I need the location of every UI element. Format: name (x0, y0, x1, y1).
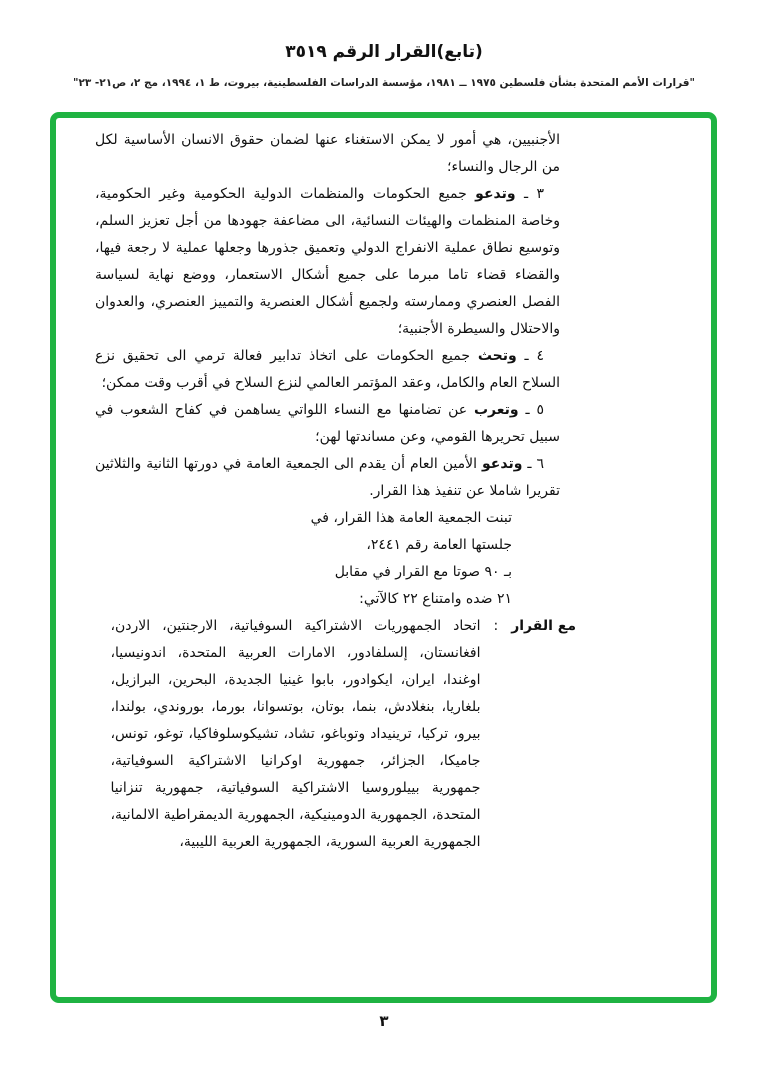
intro-paragraph: الأجنبيين، هي أمور لا يمكن الاستغناء عنها لضمان حقوق الانسان الأساسية لكل من الرجال والنساء؛ (95, 132, 560, 175)
source-citation: "قرارات الأمم المتحدة بشأن فلسطين ١٩٧٥ ــ ١٩٨١، مؤسسة الدراسات الفلسطينية، بيروت، ط ١، ١٩٩٤، مج ٢، ص٢١- ٢٣" (72, 77, 696, 89)
adoption-note (95, 505, 560, 613)
clause-6 (95, 451, 560, 505)
page-title: (تابع)القرار الرقم ٣٥١٩ (285, 42, 483, 62)
vote-for-row (95, 613, 576, 856)
page-number: ٣ (379, 1012, 389, 1030)
adoption-line: ٢١ ضده وامتناع ٢٢ كالآتي: (359, 591, 512, 607)
vote-for-label: مع القرار (511, 618, 576, 634)
clause-5 (95, 397, 560, 451)
clause-number: ٤ ـ (516, 348, 544, 364)
clause-verb: وتعرب (473, 402, 519, 418)
adoption-line: جلستها العامة رقم ٢٤٤١، (366, 537, 512, 553)
clause-number: ٦ ـ (522, 456, 544, 472)
vote-colon: : (493, 618, 499, 634)
clause-4 (95, 343, 560, 397)
clause-number: ٣ ـ (515, 186, 544, 202)
clause-text: جميع الحكومات والمنظمات الدولية الحكومية وغير الحكومية، وخاصة المنظمات والهيئات النسائية، الى مضاعفة جهودها من أجل تعزيز السلم، وتوسيع نطاق عملية الانفراج الدولي وتعميق جذورها وجعلها عملية لا رجعة فيها، والقضاء قضاء تاما مبرما على جميع أشكال الاستعمار، ووضع نهاية لسياسة الفصل العنصري وممارسته ولجميع أشكال العنصرية والتمييز العنصري، والعدوان والاحتلال والسيطرة الأجنبية؛ (95, 186, 560, 337)
clause-verb: وتدعو (475, 186, 516, 202)
vote-for-countries: اتحاد الجمهوريات الاشتراكية السوفياتية، الارجنتين، الاردن، افغانستان، إلسلفادور، الامارات العربية المتحدة، اندونيسيا، اوغندا، ايران، ايكوادور، بابوا غينيا الجديدة، البحرين، البرازيل، بلغاريا، بنغلادش، بنما، بوتان، بوتسوانا، بورما، بوروندي، بولندا، بيرو، تركيا، ترينيداد وتوباغو، تشاد، تشيكوسلوفاكيا، توغو، تونس، جاميكا، الجزائر، جمهورية اوكرانيا الاشتراكية السوفياتية، جمهورية بييلوروسيا الاشتراكية السوفياتية، جمهورية تنزانيا المتحدة، الجمهورية الدومينيكية، الجمهورية الديمقراطية الالمانية، الجمهورية العربية السورية، الجمهورية العربية الليبية، (110, 618, 481, 850)
clause-text: جميع الحكومات على اتخاذ تدابير فعالة ترمي الى تحقيق نزع السلاح العام والكامل، وعقد المؤتمر العالمي لنزع السلاح في أقرب وقت ممكن؛ (95, 348, 560, 391)
adoption-line: بـ ٩٠ صوتا مع القرار في مقابل (334, 564, 512, 580)
resolution-text-block (95, 127, 576, 856)
clause-text: الأمين العام أن يقدم الى الجمعية العامة في دورتها الثانية والثلاثين تقريرا شاملا عن تنفيذ هذا القرار. (95, 456, 560, 499)
clause-number: ٥ ـ (518, 402, 544, 418)
clause-verb: وتدعو (482, 456, 523, 472)
clause-text: عن تضامنها مع النساء اللواتي يساهمن في كفاح الشعوب في سبيل تحريرها القومي، وعن مساندتها لهن؛ (95, 402, 560, 445)
clause-3 (95, 181, 560, 343)
clause-verb: وتحث (477, 348, 517, 364)
adoption-line: تبنت الجمعية العامة هذا القرار، في (310, 510, 512, 526)
